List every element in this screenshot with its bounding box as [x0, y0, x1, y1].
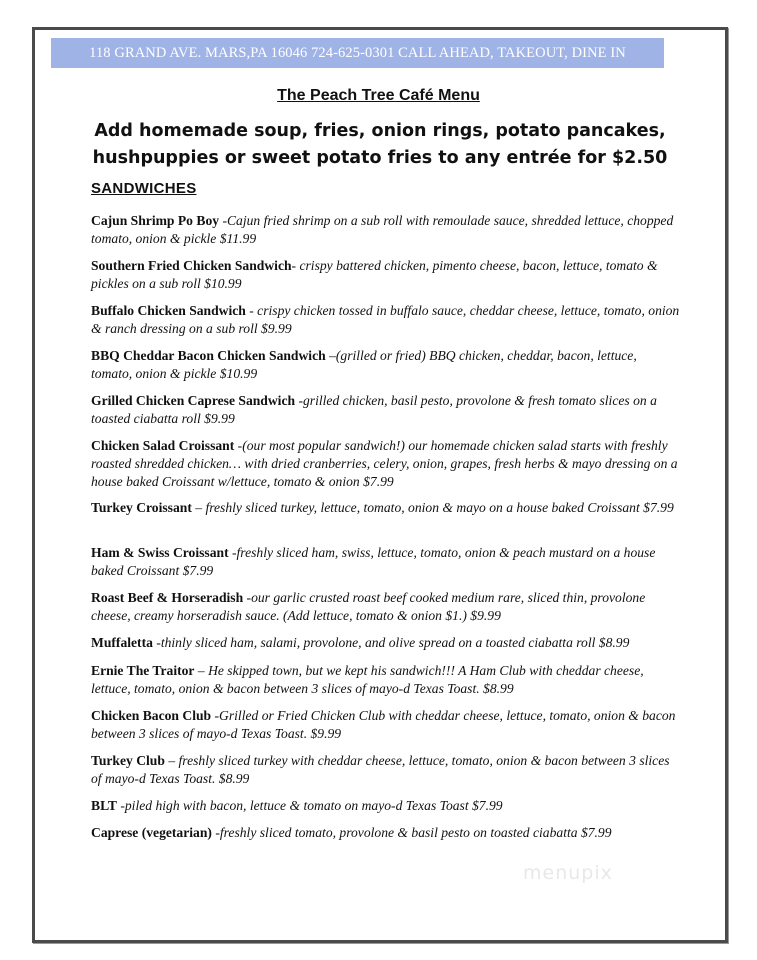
item-description: -Cajun fried shrimp on a sub roll with remoulade sauce, shredded lettuce, chopped tomato, onion & pickle $11.99 [91, 213, 674, 246]
item-name: Chicken Bacon Club [91, 708, 212, 723]
item-description: -piled high with bacon, lettuce & tomato on mayo-d Texas Toast $7.99 [116, 798, 503, 813]
item-description: -freshly sliced ham, swiss, lettuce, tomato, onion & peach mustard on a house baked Croissant $7.99 [91, 545, 656, 578]
menu-item [91, 257, 681, 293]
item-description: -our garlic crusted roast beef cooked medium rare, sliced thin, provolone cheese, creamy horseradish sauce. (Add lettuce, tomato & onion $1.) $9.99 [91, 590, 646, 623]
item-description: -grilled chicken, basil pesto, provolone & fresh tomato slices on a toasted ciabatta roll $9.99 [91, 393, 657, 426]
item-name: Turkey Club [91, 753, 165, 768]
item-name: Roast Beef & Horseradish [91, 590, 244, 605]
item-name: Chicken Salad Croissant [91, 438, 235, 453]
menu-item [91, 589, 681, 625]
menu-item [91, 347, 681, 383]
item-name: BLT [91, 798, 117, 813]
menu-item [91, 634, 681, 652]
watermark: menupix [523, 862, 613, 884]
item-description: -Grilled or Fried Chicken Club with cheddar cheese, lettuce, tomato, onion & bacon between 3 slices of mayo-d Texas Toast. $9.99 [91, 708, 676, 741]
item-name: Cajun Shrimp Po Boy [91, 213, 220, 228]
item-description: – freshly sliced turkey with cheddar cheese, lettuce, tomato, onion & bacon between 3 slices of mayo-d Texas Toast. $8.99 [91, 753, 670, 786]
menu-item [91, 499, 681, 517]
menu-item [91, 824, 681, 842]
item-name: Grilled Chicken Caprese Sandwich [91, 393, 296, 408]
menu-item [91, 707, 681, 743]
item-description: -thinly sliced ham, salami, provolone, and olive spread on a toasted ciabatta roll $8.99 [152, 635, 630, 650]
item-name: Buffalo Chicken Sandwich [91, 303, 246, 318]
item-name: BBQ Cheddar Bacon Chicken Sandwich [91, 348, 326, 363]
item-name: Ernie The Traitor [91, 663, 195, 678]
menu-item [91, 437, 681, 491]
menu-item [91, 662, 681, 698]
promo-line-1: Add homemade soup, fries, onion rings, potato pancakes, [94, 121, 666, 141]
menu-item [91, 752, 681, 788]
item-name: Ham & Swiss Croissant [91, 545, 229, 560]
menu-item [91, 544, 681, 580]
item-name: Southern Fried Chicken Sandwich [91, 258, 292, 273]
item-description: - crispy chicken tossed in buffalo sauce, cheddar cheese, lettuce, tomato, onion & ranch dressing on a sub roll $9.99 [91, 303, 680, 336]
item-description: – He skipped town, but we kept his sandwich!!! A Ham Club with cheddar cheese, lettuce, tomato, onion & bacon between 3 slices of mayo-d Texas Toast. $8.99 [91, 663, 644, 696]
menu-title: The Peach Tree Café Menu [277, 87, 480, 104]
section-heading-sandwiches: SANDWICHES [91, 180, 197, 197]
item-description: –(grilled or fried) BBQ chicken, cheddar, bacon, lettuce, tomato, onion & pickle $10.99 [91, 348, 637, 381]
item-name: Caprese (vegetarian) [91, 825, 212, 840]
promo-text [60, 118, 700, 172]
item-description: - crispy battered chicken, pimento cheese, bacon, lettuce, tomato & pickles on a sub roll $10.99 [91, 258, 658, 291]
menu-item [91, 797, 681, 815]
address-bar: 118 GRAND AVE. MARS,PA 16046 724-625-0301 CALL AHEAD, TAKEOUT, DINE IN [51, 38, 664, 68]
item-name: Turkey Croissant [91, 500, 192, 515]
menu-item [91, 212, 681, 248]
item-name: Muffaletta [91, 635, 153, 650]
menu-item [91, 302, 681, 338]
item-description: – freshly sliced turkey, lettuce, tomato, onion & mayo on a house baked Croissant $7.99 [191, 500, 674, 515]
promo-line-2: hushpuppies or sweet potato fries to any entrée for $2.50 [92, 148, 668, 168]
item-description: -freshly sliced tomato, provolone & basil pesto on toasted ciabatta $7.99 [211, 825, 612, 840]
menu-item [91, 392, 681, 428]
item-description: -(our most popular sandwich!) our homemade chicken salad starts with freshly roasted shredded chicken… with dried cranberries, celery, onion, grapes, fresh herbs & mayo dressing on a house baked Croissant w/lettuce, tomato & onion $7.99 [91, 438, 678, 489]
